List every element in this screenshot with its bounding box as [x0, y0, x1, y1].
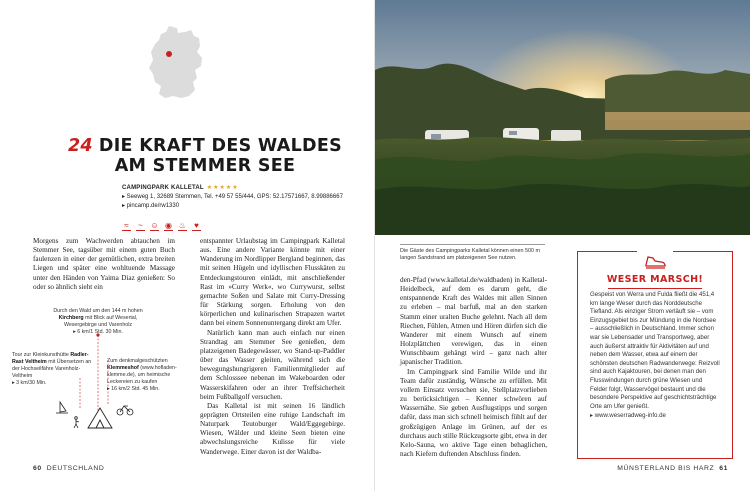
- page-footer-right: [617, 465, 728, 472]
- campsite-info: [122, 184, 352, 211]
- route-note-place: Klemmeshof: [107, 365, 139, 371]
- page-title: [60, 136, 350, 176]
- info-box-text: [590, 291, 720, 421]
- page-number: 60: [33, 465, 42, 472]
- shoe-icon: [637, 251, 673, 271]
- campsite-link[interactable]: ▸ pincamp.de/rw1330: [122, 203, 180, 209]
- title-number: 24: [67, 136, 93, 156]
- germany-map-icon: [147, 24, 205, 100]
- bicycle-icon: [117, 406, 133, 415]
- paragraph: Morgens zum Wachwerden abtauchen im Stemmer See, tagsüber mit einem guten Buch faulenzen in einer der gemütlichen, extra breiten Liegen und später eine wohltuende Massage unter den Händen von Yaima Diaz genießen: So oder so ähnlich sieht ein: [33, 237, 175, 291]
- sport-icon: ◉: [165, 221, 172, 230]
- route-note-text: mit Übersetzen an der Hochseilfähre Varenholz-Veltheim: [12, 359, 92, 379]
- route-note-radler-rast: [12, 352, 94, 387]
- paragraph: Das Kalletal ist mit seinen 16 ländlich geprägten Ortsteilen eine ruhige Landschaft im Naturpark Teutoburger Wald/Eggegebirge. Wiesen, Wälder und kleine Seen bieten eine abwechslungsreiche Kulisse für viele Wanderwege. Einer davon ist der Waldba-: [200, 401, 345, 456]
- wellness-icon: ♨: [178, 221, 187, 230]
- route-note-klemmeshof: [107, 358, 179, 393]
- route-note-distance: ▸ 16 km/2 Std. 45 Min.: [107, 386, 160, 392]
- swimming-icon: ~: [136, 221, 145, 231]
- campsite-name: CAMPINGPARK KALLETAL: [122, 185, 204, 191]
- route-note-place: Radler-Rast Veltheim: [12, 352, 89, 365]
- amenity-icons: [122, 221, 201, 231]
- route-note-text: (www.hofladen-klemme.de), um heimische Leckereien zu kaufen: [107, 365, 177, 385]
- paragraph: Natürlich kann man auch einfach nur einen Strandtag am Stemmer See genießen, dem platzeigenen Badegewässer, wo Stand-up-Paddler über das Wasser gleiten, während sich die bewegungshungrigeren Familienmitglieder auf dem Schlosssee nebenan im Wakeboarden oder Wasserskifahren oder an ihrer Treffsicherheit beim Fußballgolf versuchen.: [200, 328, 345, 401]
- info-box-rule: [608, 288, 702, 289]
- route-note-text: Durch den Wald um den 144 m hohen: [53, 308, 143, 314]
- info-box-title: WESER MARSCH!: [606, 274, 704, 285]
- caravan-icon: [551, 130, 581, 142]
- title-text: DIE KRAFT DES WALDES AM STEMMER SEE: [98, 136, 343, 176]
- page-footer-left: [33, 465, 104, 472]
- family-icon: ☺: [150, 221, 159, 230]
- text-column-3: [400, 276, 547, 459]
- sailboat-icon: [56, 402, 68, 413]
- rating-stars: ★★★★★: [206, 185, 239, 191]
- location-marker-icon: [166, 51, 172, 57]
- section-label: DEUTSCHLAND: [46, 465, 105, 472]
- photo-caption: Die Gäste des Campingparks Kalletal können einen 500 m langen Sandstrand am platzeigenen See nutzen.: [400, 248, 540, 261]
- section-label: MÜNSTERLAND BIS HARZ: [617, 465, 715, 472]
- text-column-1: [33, 237, 175, 292]
- info-box-paragraph: Gespeist von Werra und Fulda fließt die 451,4 km lange Weser durch das Norddeutsche Tiefland. Als einziger Strom verläuft sie – vom Einzugsgebiet bis zur Mündung in die Nordsee – ausschließlich in Deutschland. Immer schon war sie Lebensader und Transportweg, aber auch äußerst attraktiv für Aktivitäten auf und neben dem Wasser, etwa auf einem der schönsten deutschen Radwanderwege: Reizvoll sind auch Kajaktouren, bei denen man den Flusswindungen durch grüne Wiesen und Felder folgt, Wasservögel bestaunt und die besondere Perspektive auf geschichtsträchtige Orte am Ufer genießt.: [590, 291, 720, 410]
- info-box-link[interactable]: ▸ www.weserradweg-info.de: [590, 412, 666, 420]
- beach-icon: ≈: [122, 221, 131, 231]
- paragraph: entspannter Urlaubstag im Campingpark Kalletal aus. Eine andere Variante könnte mit einer Wanderung im Nordlipper Bergland beginnen, das mit seinen Hügeln und idyllischen Flusskäten zu Entdeckungstouren einlädt, mit anschließender Rast im »Curry Werk«, wo Currywurst, selbst gemachte Soßen und Salate mit Curry-Dressing für Stärkung sorgen. Erholung von den körperlichen und kulinarischen Strapazen wartet dann bei einem Sonnenuntergang direkt am Ufer.: [200, 237, 345, 328]
- campsite-sunset-photo: [375, 0, 750, 235]
- info-box: [577, 251, 733, 459]
- route-note-distance: ▸ 6 km/1 Std. 30 Min.: [73, 329, 123, 335]
- tent-icon: [88, 408, 112, 428]
- route-note-text: Tour zur Kleinkunsthütte: [12, 352, 69, 358]
- route-note-text: Zum denkmalgeschützten: [107, 358, 168, 364]
- route-note-distance: ▸ 3 km/30 Min.: [12, 380, 47, 386]
- route-note-place: Kirchberg: [58, 315, 84, 321]
- route-note-text: mit Blick auf Wesertal, Wesergebirge und Varenholz: [63, 315, 138, 328]
- caption-rule: [400, 244, 545, 245]
- text-column-2: [200, 237, 345, 457]
- dog-icon: ♥: [192, 221, 201, 231]
- page-number: 61: [719, 465, 728, 472]
- hiker-icon: [74, 417, 79, 428]
- right-page: [375, 0, 750, 491]
- paragraph: Im Campingpark sind Familie Wilde und ihr Team dafür zuständig, Wünsche zu erfüllen. Mit vollem Einsatz versuchen sie, Stellplatzvorlieben zu berücksichtigen – Kenner schwören auf Wassernähe. Sie geben Ausflugstipps und sorgen dafür, dass man sich schnell heimisch fühlt auf der großzügigen Anlage im Grünen, auf der es durchaus auch stille Rückzugsorte gibt, etwa in der Kelo-Sauna, wo aktive Tage einen behaglichen, nach Kiefern duftenden Abschluss finden.: [400, 367, 547, 458]
- campsite-address: ▸ Seeweg 1, 32689 Stemmen, Tel. +49 57 55/444, GPS: 52.17571667, 8.99886667: [122, 194, 343, 200]
- route-note-kirchberg: [53, 308, 143, 336]
- paragraph: den-Pfad (www.kalletal.de/waldbaden) in Kalletal-Heidelbeck, auf dem es darum geht, die entspannende Kraft des Waldes mit allen Sinnen zu erleben – mal barfuß, mal an den starken Stamm einer uralten Buche gelehnt. Nach all dem Riechen, Fühlen, Atmen und Hören dürfen sich die Wanderer mit einem Wunsch auf einem Holzplättchen verewigen, das in einen Wunschbaum gehängt wird – ganz nach alter japanischer Tradition.: [400, 276, 547, 367]
